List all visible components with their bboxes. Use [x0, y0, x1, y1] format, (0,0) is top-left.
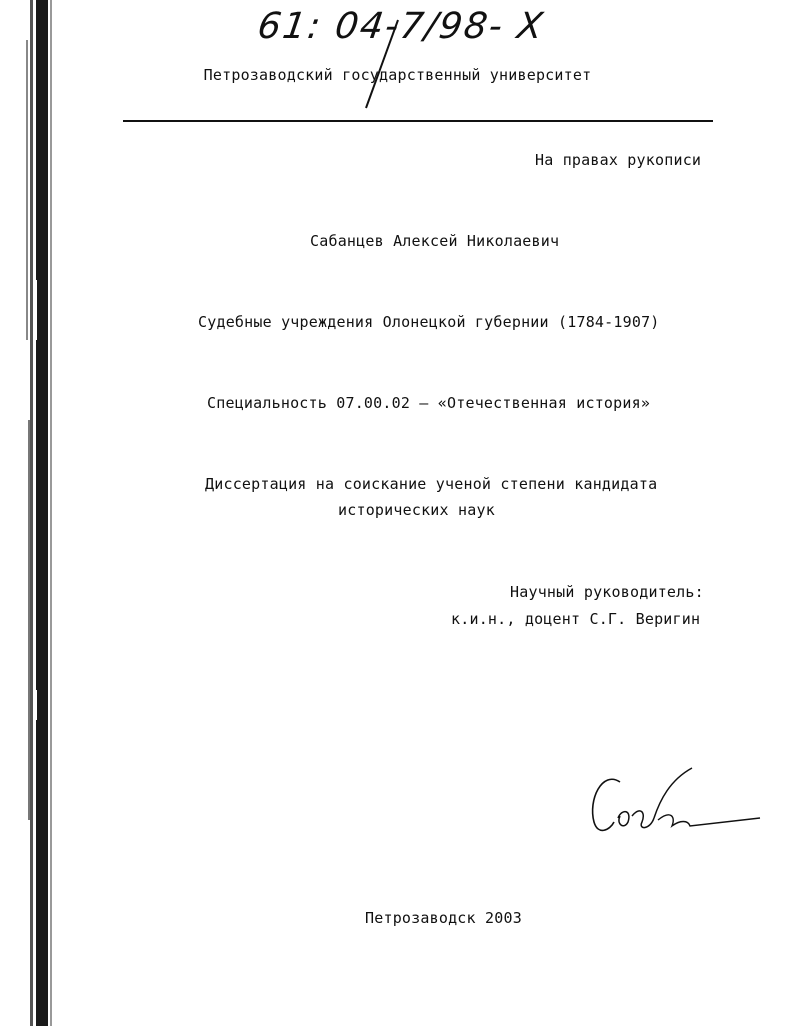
binding-edge	[0, 0, 60, 1026]
city-year: Петрозаводск 2003	[365, 909, 522, 927]
dissertation-degree-line-1: Диссертация на соискание ученой степени кандидата	[205, 475, 658, 493]
university-name: Петрозаводский государственный университет	[203, 66, 592, 84]
header-rule	[123, 120, 713, 122]
specialty: Специальность 07.00.02 – «Отечественная история»	[207, 394, 651, 412]
catalog-number: 61: 04-7/98- X	[255, 6, 548, 47]
signature	[580, 760, 780, 850]
pen-stroke	[0, 0, 795, 110]
supervisor-name: к.и.н., доцент С.Г. Веригин	[451, 610, 701, 628]
manuscript-rights: На правах рукописи	[535, 151, 702, 169]
author-name: Сабанцев Алексей Николаевич	[310, 232, 560, 250]
dissertation-title: Судебные учреждения Олонецкой губернии (1784-1907)	[198, 313, 660, 331]
dissertation-degree-line-2: исторических наук	[338, 501, 495, 519]
supervisor-label: Научный руководитель:	[510, 583, 704, 601]
